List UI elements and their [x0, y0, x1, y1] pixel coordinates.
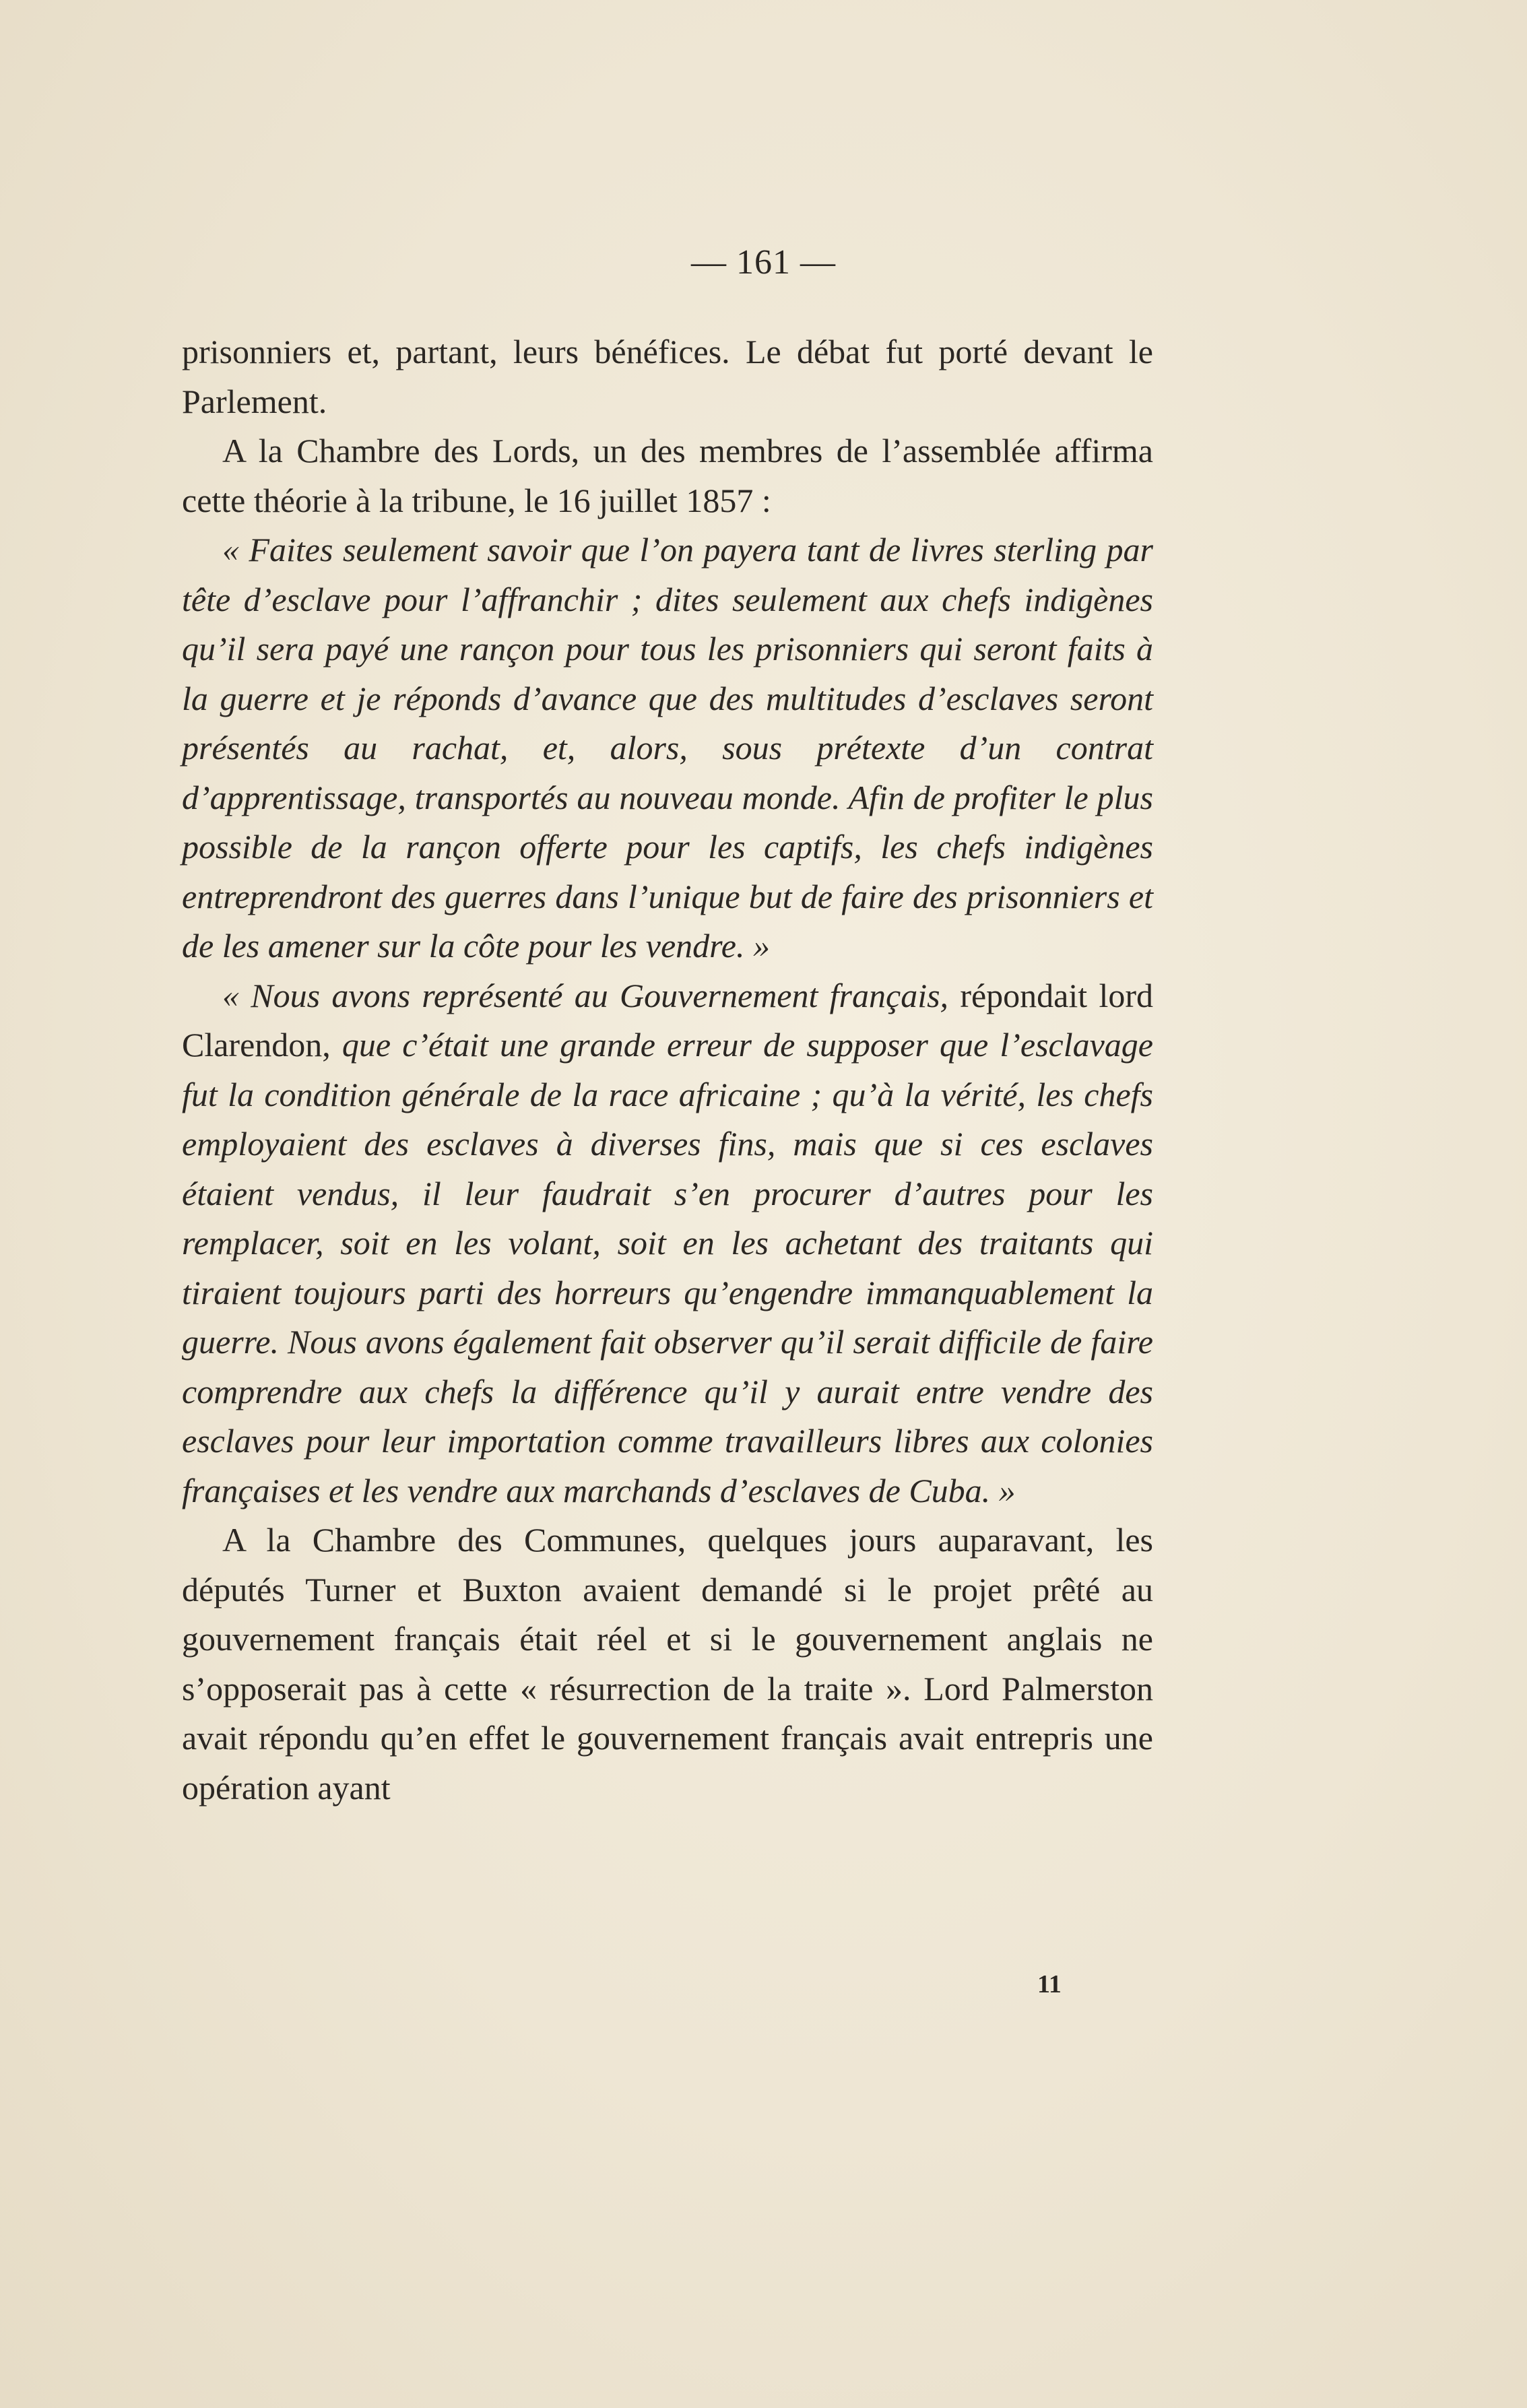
paragraph-chambre-des-lords: A la Chambre des Lords, un des membres de l’assemblée affirma cette théorie à la tribune, le 16 juillet 1857 : [182, 432, 1153, 519]
page-number-header: — 161 — [691, 243, 836, 282]
paragraph-clarendon-quote [182, 971, 1153, 1516]
clarendon-quote-opening: « Nous avons représenté au Gouvernement français, [222, 976, 961, 1014]
paragraph-continuation: prisonniers et, partant, leurs bénéfices. Le débat fut porté devant le Parlement. [182, 333, 1153, 420]
body-text [182, 327, 1153, 1813]
signature-mark: 11 [1037, 1970, 1062, 1998]
paragraph-lords-quote: « Faites seulement savoir que l’on payera tant de livres sterling par tête d’esclave pour l’affranchir ; dites seulement aux chefs indigènes qu’il sera payé une rançon pour tous les prisonniers qui seront faits à la guerre et je réponds d’avance que des multitudes d’esclaves seront présentés au rachat, et, alors, sous prétexte d’un contrat d’apprentissage, transportés au nouveau monde. Afin de profiter le plus possible de la rançon offerte pour les captifs, les chefs indigènes entreprendront des guerres dans l’unique but de faire des prisonniers et de les amener sur la côte pour les vendre. » [182, 531, 1153, 965]
paragraph-chambre-des-communes: A la Chambre des Communes, quelques jours auparavant, les députés Turner et Buxton avaient demandé si le projet prêté au gouvernement français était réel et si le gouvernement anglais ne s’opposerait pas à cette « résurrection de la traite ». Lord Palmerston avait répondu qu’en effet le gouvernement français avait entrepris une opération ayant [182, 1521, 1153, 1807]
clarendon-quote-body: que c’était une grande erreur de supposer que l’esclavage fut la condition générale de la race africaine ; qu’à la vérité, les chefs employaient des esclaves à diverses fins, mais que si ces esclaves étaient vendus, il leur faudrait s’en procurer d’autres pour les remplacer, soit en les volant, soit en les achetant des traitants qui tiraient toujours parti des horreurs qu’engendre immanquablement la guerre. Nous avons également fait observer qu’il serait difficile de faire comprendre aux chefs la différence qu’il y aurait entre vendre des esclaves pour leur importation comme travailleurs libres aux colonies françaises et les vendre aux marchands d’esclaves de Cuba. » [182, 1026, 1153, 1509]
clarendon-attribution: répondait lord Clarendon, [182, 976, 1153, 1064]
